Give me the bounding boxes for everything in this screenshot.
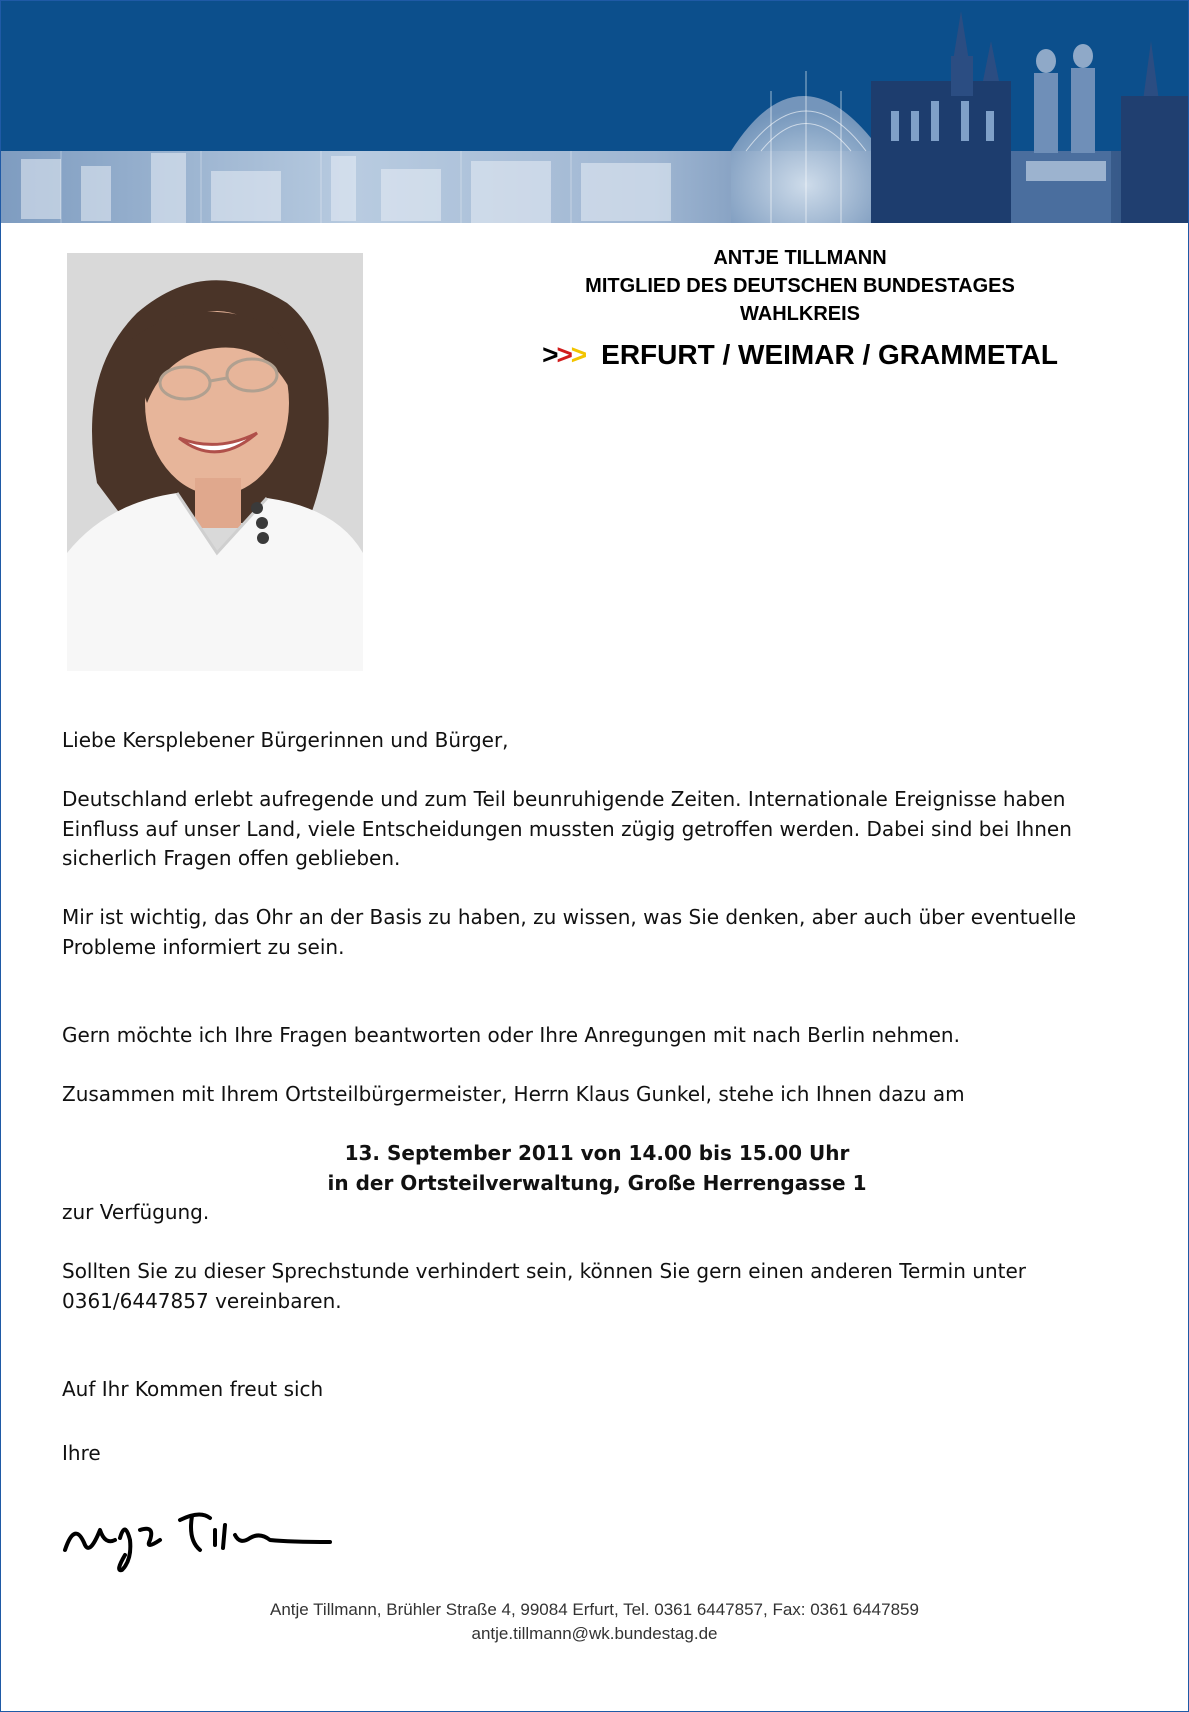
banner-collage-image	[1, 1, 1188, 223]
footer-email: antje.tillmann@wk.bundestag.de	[471, 1624, 718, 1643]
letterhead	[520, 244, 1080, 372]
mp-role: MITGLIED DES DEUTSCHEN BUNDESTAGES	[585, 275, 1015, 297]
paragraph-3: Gern möchte ich Ihre Fragen beantworten oder Ihre Anregungen mit nach Berlin nehmen.	[62, 1023, 960, 1047]
portrait-image	[67, 253, 363, 671]
paragraph-1: Deutschland erlebt aufregende und zum Teil beunruhigende Zeiten. Internationale Ereignisse haben Einfluss auf unser Land, viele Entscheidungen mussten zügig getroffen werden. Dabei sind bei Ihnen sicherlich Fragen offen geblieben.	[62, 787, 1072, 870]
paragraph-2: Mir ist wichtig, das Ohr an der Basis zu haben, zu wissen, was Sie denken, aber auch über eventuelle Probleme informiert zu sein.	[62, 905, 1077, 959]
footer	[0, 1598, 1189, 1646]
paragraph-5: zur Verfügung.	[62, 1200, 210, 1224]
portrait-photo	[67, 253, 363, 671]
constituency-cities-line	[520, 338, 1080, 372]
appointment-date: 13. September 2011 von 14.00 bis 15.00 Uhr	[344, 1141, 850, 1165]
appointment-place: in der Ortsteilverwaltung, Große Herrengasse 1	[327, 1170, 867, 1195]
footer-address: Antje Tillmann, Brühler Straße 4, 99084 Erfurt, Tel. 0361 6447857, Fax: 0361 6447859	[270, 1600, 919, 1619]
constituency-label: WAHLKREIS	[740, 303, 860, 325]
signature	[60, 1500, 370, 1580]
signature-image	[60, 1500, 370, 1580]
closing: Auf Ihr Kommen freut sich	[62, 1377, 324, 1401]
header-banner	[1, 1, 1188, 223]
paragraph-4: Zusammen mit Ihrem Ortsteilbürgermeister, Herrn Klaus Gunkel, stehe ich Ihnen dazu am	[62, 1082, 965, 1106]
letter-body	[62, 726, 1132, 1468]
closing-ihre: Ihre	[62, 1440, 101, 1465]
constituency-cities: ERFURT / WEIMAR / GRAMMETAL	[601, 339, 1058, 370]
greeting: Liebe Kersplebener Bürgerinnen und Bürger,	[62, 728, 509, 752]
paragraph-6: Sollten Sie zu dieser Sprechstunde verhindert sein, können Sie gern einen anderen Termin unter 0361/6447857 vereinbaren.	[62, 1259, 1026, 1313]
mp-name: ANTJE TILLMANN	[713, 247, 887, 269]
arrow-decoration: >>>	[542, 339, 586, 370]
